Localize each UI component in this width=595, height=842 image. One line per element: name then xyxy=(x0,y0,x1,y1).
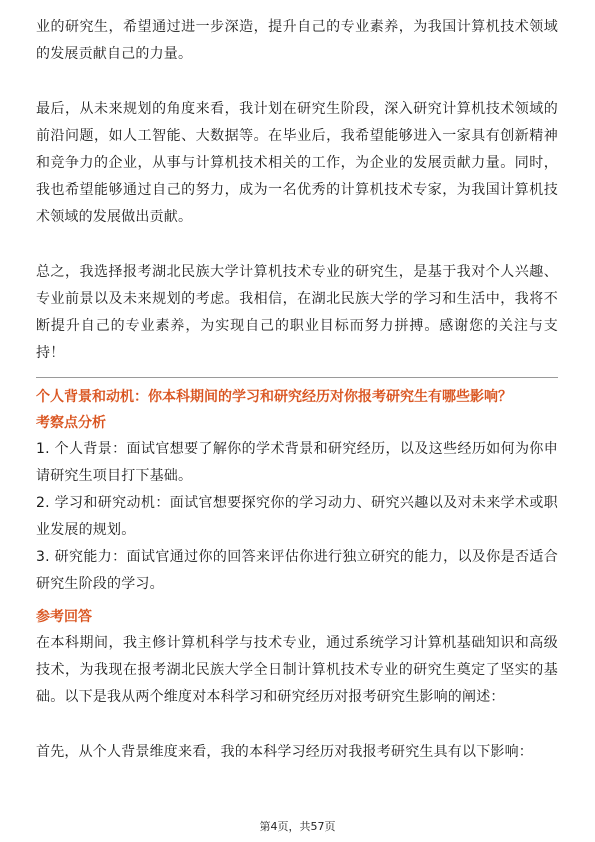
answer-paragraph: 在本科期间，我主修计算机科学与技术专业，通过系统学习计算机基础知识和高级技术，为我现在报考湖北民族大学全日制计算机技术专业的研究生奠定了坚实的基础。以下是我从两个维度对本科学习和研究经历对报考研究生影响的阐述： xyxy=(36,635,558,705)
answer-heading: 参考回答 xyxy=(36,609,92,625)
paragraph-future-plan: 最后，从未来规划的角度来看，我计划在研究生阶段，深入研究计算机技术领域的前沿问题，如人工智能、大数据等。在毕业后，我希望能够进入一家具有创新精神和竞争力的企业，从事与计算机技术相关的工作，为企业的发展贡献力量。同时，我也希望能够通过自己的努力，成为一名优秀的计算机技术专家，为我国计算机技术领域的发展做出贡献。 xyxy=(36,101,558,225)
answer-paragraph: 首先，从个人背景维度来看，我的本科学习经历对我报考研究生具有以下影响： xyxy=(36,744,533,760)
page-number-footer: 第4页，共57页 xyxy=(259,820,336,833)
paragraph-conclusion: 总之，我选择报考湖北民族大学计算机技术专业的研究生，是基于我对个人兴趣、专业前景以及未来规划的考虑。我相信，在湖北民族大学的学习和生活中，我将不断提升自己的专业素养，为实现自己的职业目标而努力拼搏。感谢您的关注与支持！ xyxy=(36,264,558,361)
section-divider xyxy=(36,377,558,378)
paragraph-gap xyxy=(36,68,558,96)
paragraph-continuation: 业的研究生，希望通过进一步深造，提升自己的专业素养，为我国计算机技术领域的发展贡献自己的力量。 xyxy=(36,19,558,62)
page-content xyxy=(36,14,558,766)
paragraph-gap xyxy=(36,711,558,739)
interview-question: 个人背景和动机：你本科期间的学习和研究经历对你报考研究生有哪些影响？ xyxy=(36,389,512,405)
analysis-point: 1. 个人背景：面试官想要了解你的学术背景和研究经历，以及这些经历如何为你申请研究生项目打下基础。 xyxy=(36,441,558,484)
analysis-heading: 考察点分析 xyxy=(36,415,106,431)
analysis-point: 3. 研究能力：面试官通过你的回答来评估你进行独立研究的能力，以及你是否适合研究生阶段的学习。 xyxy=(36,549,558,592)
paragraph-gap xyxy=(36,231,558,259)
analysis-point: 2. 学习和研究动机：面试官想要探究你的学习动力、研究兴趣以及对未来学术或职业发展的规划。 xyxy=(36,495,558,538)
